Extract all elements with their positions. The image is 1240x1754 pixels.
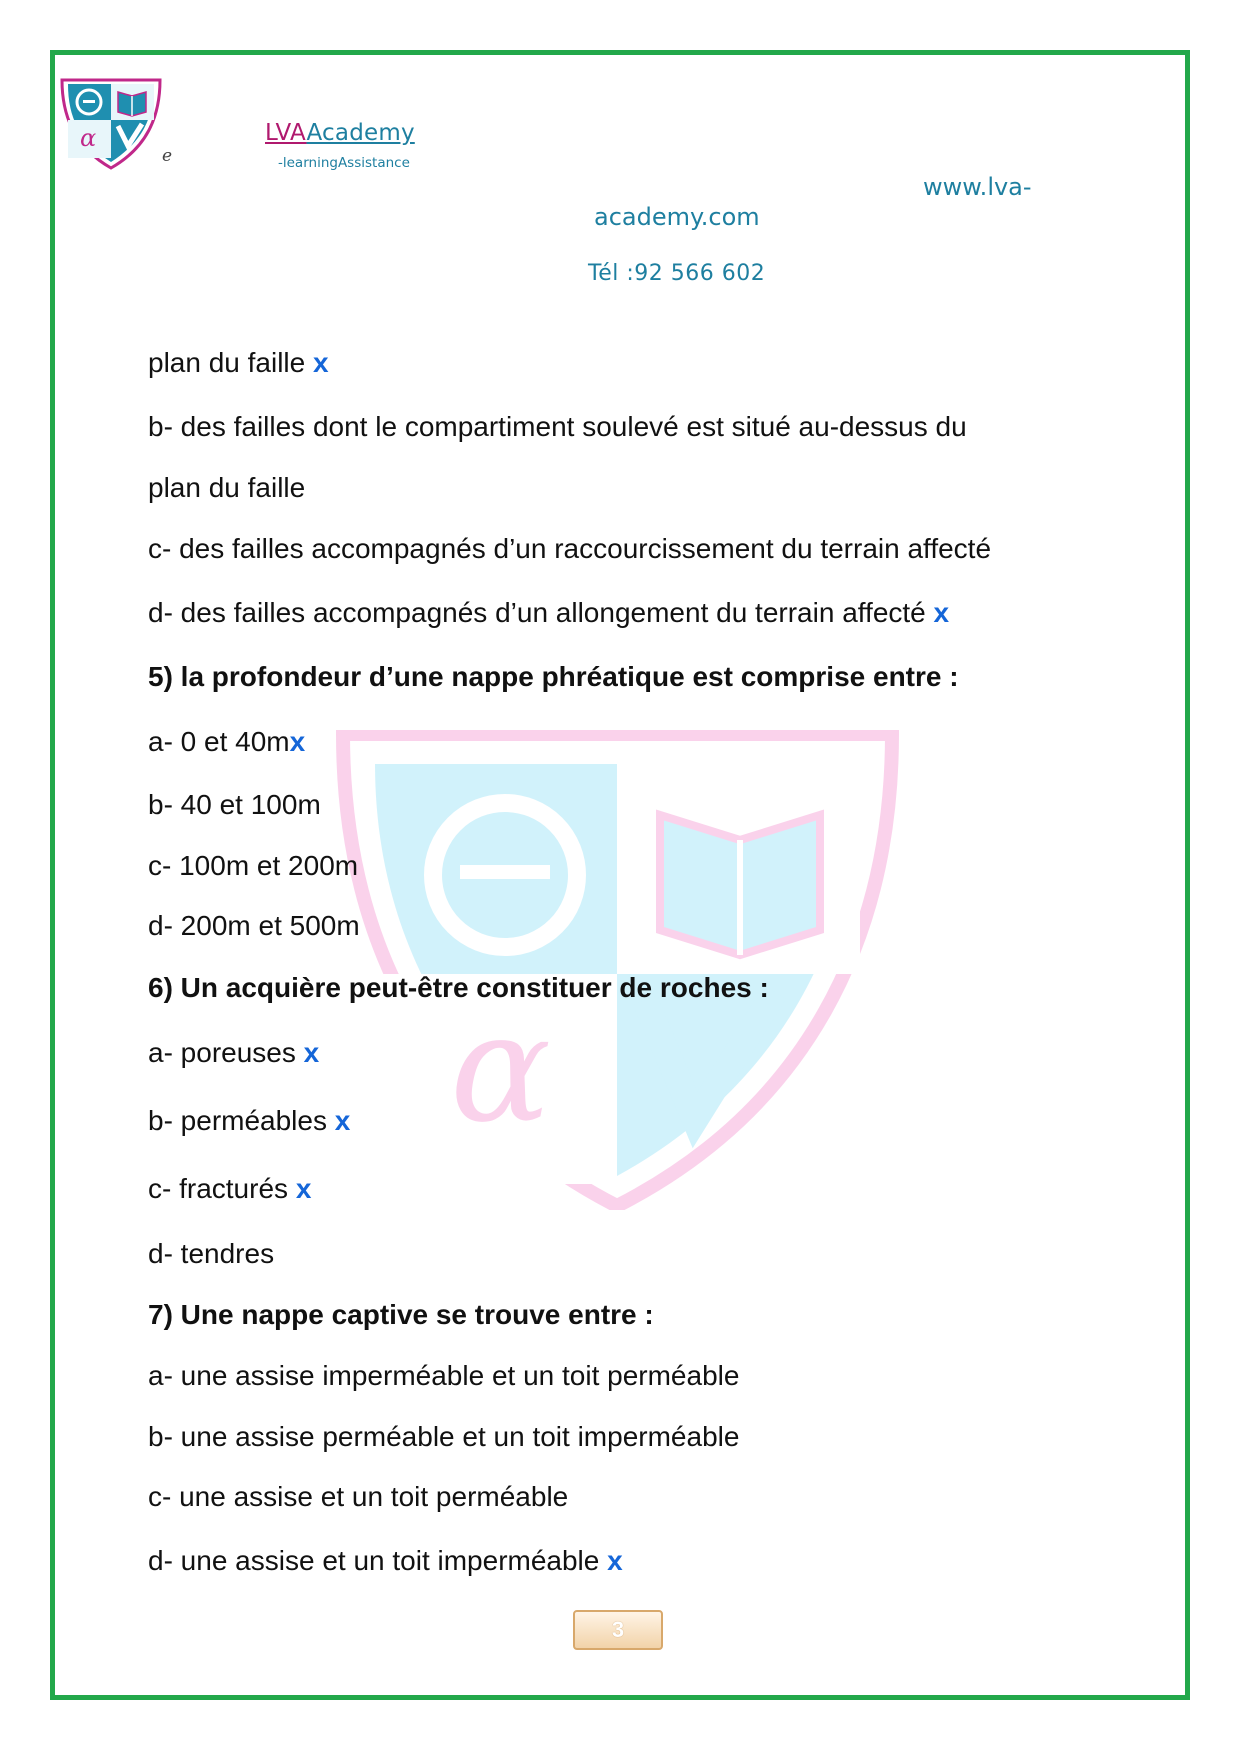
check-mark: x (334, 1105, 351, 1136)
text-line: plan du faille (148, 472, 306, 503)
answer-d: d- tendres (148, 1238, 275, 1269)
check-mark: x (933, 597, 950, 628)
brand-lva: LVA (265, 120, 307, 146)
answer-c: c- une assise et un toit perméable (148, 1481, 569, 1512)
answer-a: a- 0 et 40mx (148, 726, 306, 757)
answer-d: d- 200m et 500m (148, 910, 360, 941)
question-6: 6) Un acquière peut-être constituer de roches : (148, 972, 769, 1003)
phone-number: Tél :92 566 602 (588, 261, 766, 286)
brand-academy: Academy (306, 120, 415, 146)
page-number: 3 (573, 1610, 663, 1650)
brand-tagline: -learningAssistance (278, 155, 410, 171)
answer-d: d- une assise et un toit imperméable x (148, 1545, 623, 1576)
check-mark: x (295, 1173, 312, 1204)
question-5: 5) la profondeur d’une nappe phréatique est comprise entre : (148, 661, 959, 692)
svg-text:α: α (80, 124, 97, 152)
check-mark: x (289, 726, 306, 757)
answer-a: a- une assise imperméable et un toit perméable (148, 1360, 740, 1391)
answer-b: b- une assise perméable et un toit imperméable (148, 1421, 740, 1452)
svg-text:α: α (450, 982, 552, 1156)
answer-a: a- poreuses x (148, 1037, 320, 1068)
text-line: d- des failles accompagnés d’un allongement du terrain affecté x (148, 597, 950, 628)
check-mark: x (303, 1037, 320, 1068)
answer-c: c- fracturés x (148, 1173, 312, 1204)
text-line: plan du faille x (148, 347, 329, 378)
answer-c: c- 100m et 200m (148, 850, 359, 881)
brand-name (265, 120, 415, 146)
website-line-1: www.lva- (923, 173, 1032, 201)
watermark-logo-icon (335, 730, 900, 1210)
question-7: 7) Une nappe captive se trouve entre : (148, 1299, 654, 1330)
logo-letter: e (162, 146, 173, 166)
lva-logo-icon (58, 78, 164, 170)
check-mark: x (607, 1545, 623, 1576)
text-line: c- des failles accompagnés d’un raccourcissement du terrain affecté (148, 533, 992, 564)
check-mark: x (313, 347, 329, 378)
text-line: b- des failles dont le compartiment soulevé est situé au-dessus du (148, 411, 967, 442)
answer-b: b- 40 et 100m (148, 789, 321, 820)
answer-b: b- perméables x (148, 1105, 351, 1136)
website-line-2: academy.com (594, 203, 760, 231)
